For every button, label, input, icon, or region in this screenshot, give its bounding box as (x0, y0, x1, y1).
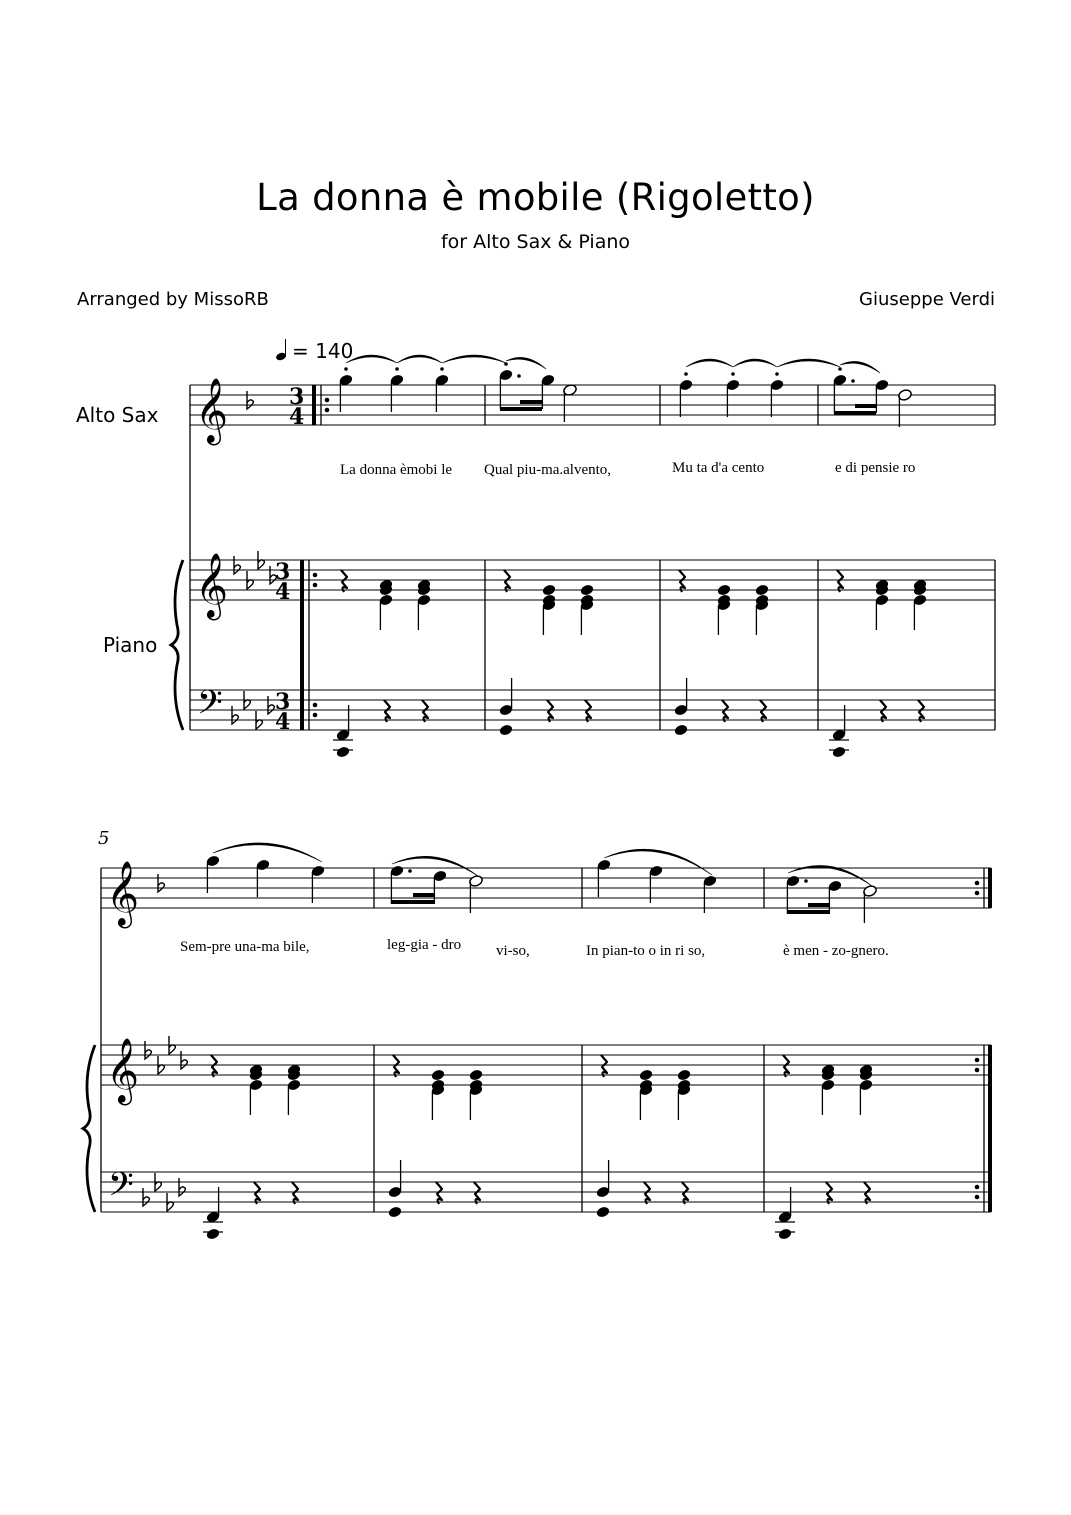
repeat-dot (325, 408, 330, 413)
page-subtitle: for Alto Sax & Piano (440, 231, 631, 253)
bass-notehead (205, 1227, 220, 1240)
chord-notehead (638, 1068, 653, 1081)
notes-layer (83, 355, 979, 1241)
repeat-dot (975, 1185, 980, 1190)
quarter-rest (254, 1182, 260, 1204)
repeat-dot (313, 583, 318, 588)
quarter-rest (837, 570, 843, 592)
quarter-rest (682, 1182, 688, 1204)
repeat-dot (313, 573, 318, 578)
lyric-measure-1: La donna èmobi le (340, 462, 453, 478)
quarter-rest (918, 700, 924, 722)
lyric-measure-7: In pian-to o in ri so, (586, 943, 706, 959)
repeat-dot (313, 703, 318, 708)
quarter-rest (384, 700, 390, 722)
slur (840, 361, 880, 373)
chord-notehead (468, 1068, 483, 1081)
slur (392, 856, 478, 876)
staccato-dot (851, 379, 855, 383)
staccato-dot (440, 367, 444, 371)
time-sig-upper: 3 (289, 384, 305, 410)
slur (397, 355, 442, 363)
lyric-measure-4: e di pensie ro (835, 460, 916, 476)
staccato-dot (395, 367, 399, 371)
flat-sign (268, 696, 274, 714)
repeat-dot (975, 1058, 980, 1063)
flat-sign (158, 874, 164, 892)
quarter-rest (292, 1182, 298, 1204)
slur (506, 357, 546, 369)
chord-notehead (579, 583, 594, 596)
quarter-rest (760, 700, 766, 722)
bass-notehead (777, 1227, 792, 1240)
treble-clef: 𝄞 (195, 553, 229, 618)
quarter-rest (474, 1182, 480, 1204)
repeat-dot (313, 713, 318, 718)
quarter-rest (880, 700, 886, 722)
treble-clef: 𝄞 (106, 861, 140, 926)
quarter-rest (547, 700, 553, 722)
quarter-rest (722, 700, 728, 722)
chord-notehead (430, 1068, 445, 1081)
slur (213, 843, 322, 862)
quarter-rest (422, 700, 428, 722)
bass-clef: 𝄢 (108, 1166, 134, 1212)
piano-brace (171, 560, 183, 730)
composer-credit: Giuseppe Verdi (859, 289, 995, 310)
slur (733, 359, 777, 367)
slur (346, 355, 397, 363)
quarter-rest (679, 570, 685, 592)
treble-clef: 𝄞 (195, 378, 229, 443)
chord-notehead (676, 1068, 691, 1081)
flat-sign (145, 1041, 151, 1059)
bass-notehead (595, 1205, 610, 1218)
staccato-dot (408, 869, 412, 873)
quarter-rest (436, 1182, 442, 1204)
staccato-dot (504, 362, 508, 366)
tempo-value: = 140 (292, 339, 354, 363)
page-title: La donna è mobile (Rigoletto) (256, 176, 815, 219)
lyric-measure-3: Mu ta d'a cento (672, 460, 765, 476)
flat-sign (247, 391, 253, 409)
bass-notehead (831, 745, 846, 758)
treble-clef: 𝄞 (106, 1038, 140, 1103)
slur (777, 359, 840, 367)
slur (442, 355, 506, 363)
quarter-rest (504, 570, 510, 592)
staccato-dot (684, 372, 688, 376)
staccato-dot (344, 367, 348, 371)
slur (686, 359, 733, 367)
lyric-measure-6b: vi-so, (496, 943, 530, 959)
repeat-dot (325, 398, 330, 403)
quarter-rest (826, 1182, 832, 1204)
quarter-rest (783, 1055, 789, 1077)
staccato-dot (838, 367, 842, 371)
bass-notehead (498, 723, 513, 736)
chord-notehead (716, 583, 731, 596)
staccato-dot (517, 374, 521, 378)
lyric-measure-8: è men - zo-gnero. (783, 943, 889, 959)
lyric-measure-6a: leg-gia - dro (387, 937, 462, 953)
piano-brace (83, 1045, 95, 1212)
staccato-dot (804, 879, 808, 883)
chord-notehead (754, 583, 769, 596)
lyric-measure-2: Qual piu-ma.alvento, (484, 462, 612, 478)
quarter-rest (393, 1055, 399, 1077)
flat-sign (181, 1051, 187, 1069)
quarter-rest (864, 1182, 870, 1204)
bass-notehead (387, 1205, 402, 1218)
flat-sign (234, 556, 240, 574)
time-sig-lower: 4 (275, 579, 291, 605)
instrument-label-piano: Piano (103, 633, 158, 657)
bass-clef: 𝄢 (197, 684, 223, 730)
arranger-credit: Arranged by MissoRB (77, 289, 269, 310)
quarter-rest (211, 1055, 217, 1077)
flat-sign (232, 706, 238, 724)
quarter-rest (585, 700, 591, 722)
bass-notehead (673, 723, 688, 736)
time-sig-upper: 3 (275, 559, 291, 585)
repeat-dot (975, 891, 980, 896)
flat-sign (143, 1188, 149, 1206)
quarter-rest (644, 1182, 650, 1204)
quarter-rest (601, 1055, 607, 1077)
quarter-rest (341, 570, 347, 592)
chord-notehead (541, 583, 556, 596)
time-sig-upper: 3 (275, 689, 291, 715)
time-sig-lower: 4 (289, 404, 305, 430)
lyric-measure-5: Sem-pre una-ma bile, (180, 939, 310, 955)
flat-sign (179, 1178, 185, 1196)
staccato-dot (775, 372, 779, 376)
staccato-dot (731, 372, 735, 376)
repeat-dot (975, 881, 980, 886)
instrument-label-sax: Alto Sax (76, 403, 159, 427)
repeat-dot (975, 1195, 980, 1200)
time-sig-lower: 4 (275, 709, 291, 735)
bass-notehead (335, 745, 350, 758)
measure-number: 5 (98, 828, 110, 849)
repeat-dot (975, 1068, 980, 1073)
